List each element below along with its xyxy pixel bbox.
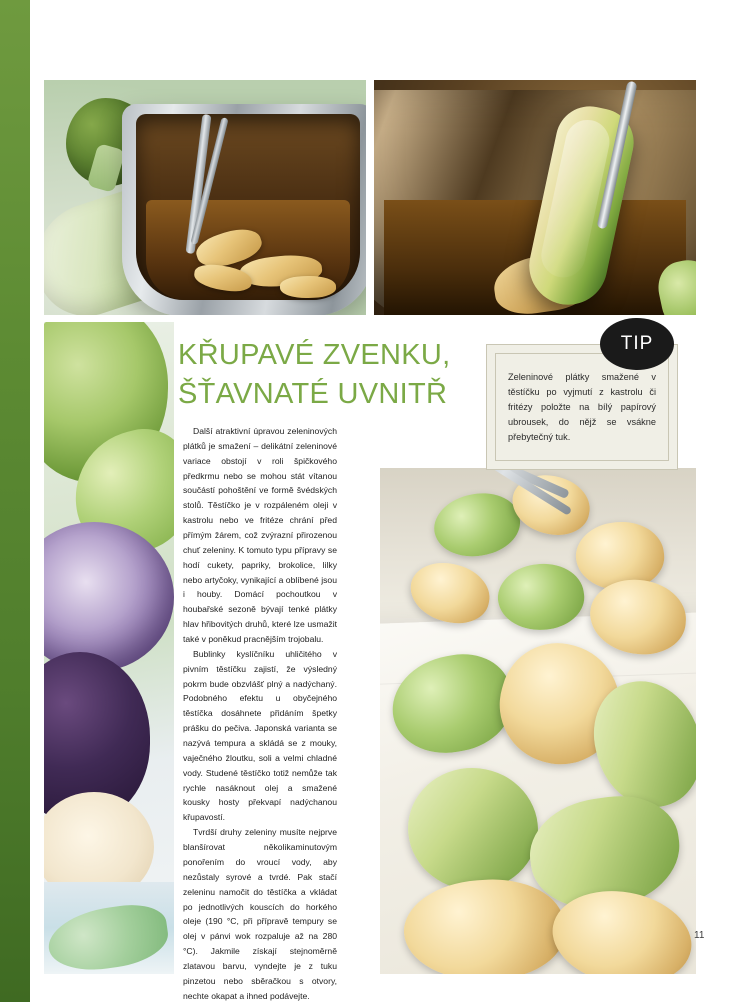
article-headline bbox=[178, 336, 478, 415]
body-paragraph: Další atraktivní úpravou zeleninových plátků je smažení – delikátní zeleninové variace obstojí v roli špičkového předkrmu nebo se mohou stát vítanou součástí pohoštění ve formě švédských stolů. Těstíčko je v rozpáleném oleji v kastrolu nebo ve fritéze chrání před přímým žárem, což zvýrazní přirozenou chuť zeleniny. K tomuto typu přípravy se hodí cukety, papriky, brokolice, lilky nebo artyčoky, vynikající a oblíbené jsou i houby. Domácí pochoutkou v houbařské sezoně bývají tenké plátky hlav hřibovitých druhů, které lze usmažit také v poněkud pracnějším trojobalu. bbox=[183, 426, 337, 645]
tip-badge bbox=[600, 318, 674, 370]
photo-gutter bbox=[366, 80, 374, 315]
article-body bbox=[183, 424, 337, 1002]
photo-fresh-vegetables bbox=[44, 322, 174, 974]
left-green-bar bbox=[0, 0, 30, 1002]
photo-battered-zucchini bbox=[374, 80, 696, 315]
fried-piece bbox=[280, 275, 337, 299]
body-paragraph: Bublinky kyslíčníku uhličitého v pivním těstíčku zajistí, že výsledný pokrm bude obzvlášť plný a nadýchaný. Podobného efektu u obyčejného těstíčka dosáhnete přidáním špetky prášku do pečiva. Japonská varianta se nazývá tempura a skládá se z mouky, vaječného žloutku, soli a velmi chladné vody. Studené těstíčko totiž nemůže tak rychle nasáknout olej a smažené kousky hosty překvapí nadýchanou křupavostí. bbox=[183, 648, 337, 823]
page-number: 11 bbox=[694, 930, 705, 941]
headline-line-2: ŠŤAVNATÉ UVNITŘ bbox=[178, 378, 448, 411]
body-paragraph: Tvrdší druhy zeleniny musíte nejprve blanšírovat několikaminutovým ponořením do vroucí vody, aby nezůstaly syrové a tvrdé. Pak stačí zeleninu namočit do těstíčka a vkládat po jednotlivých kouscích do horkého oleje (190 °C, při přípravě tempury se olej v pánvi wok rozpaluje až na 280 °C). Jakmile získají stejnoměrně zlatavou barvu, vyndejte je z tuku pinzetou nebo sběračkou s otvory, nechte okapat a ihned podávejte. bbox=[183, 827, 337, 1001]
photo-tempura-vegetables bbox=[380, 468, 696, 974]
headline-line-1: KŘUPAVÉ ZVENKU, bbox=[178, 339, 451, 371]
photo-fried-strips-in-pot bbox=[44, 80, 366, 315]
tip-badge-label: TIP bbox=[620, 333, 654, 354]
tip-text: Zeleninové plátky smažené v těstíčku po vyjmutí z kastrolu či fritézy položte na bílý papírový ubrousek, do nějž se vsákne přebytečný tuk. bbox=[508, 372, 656, 442]
